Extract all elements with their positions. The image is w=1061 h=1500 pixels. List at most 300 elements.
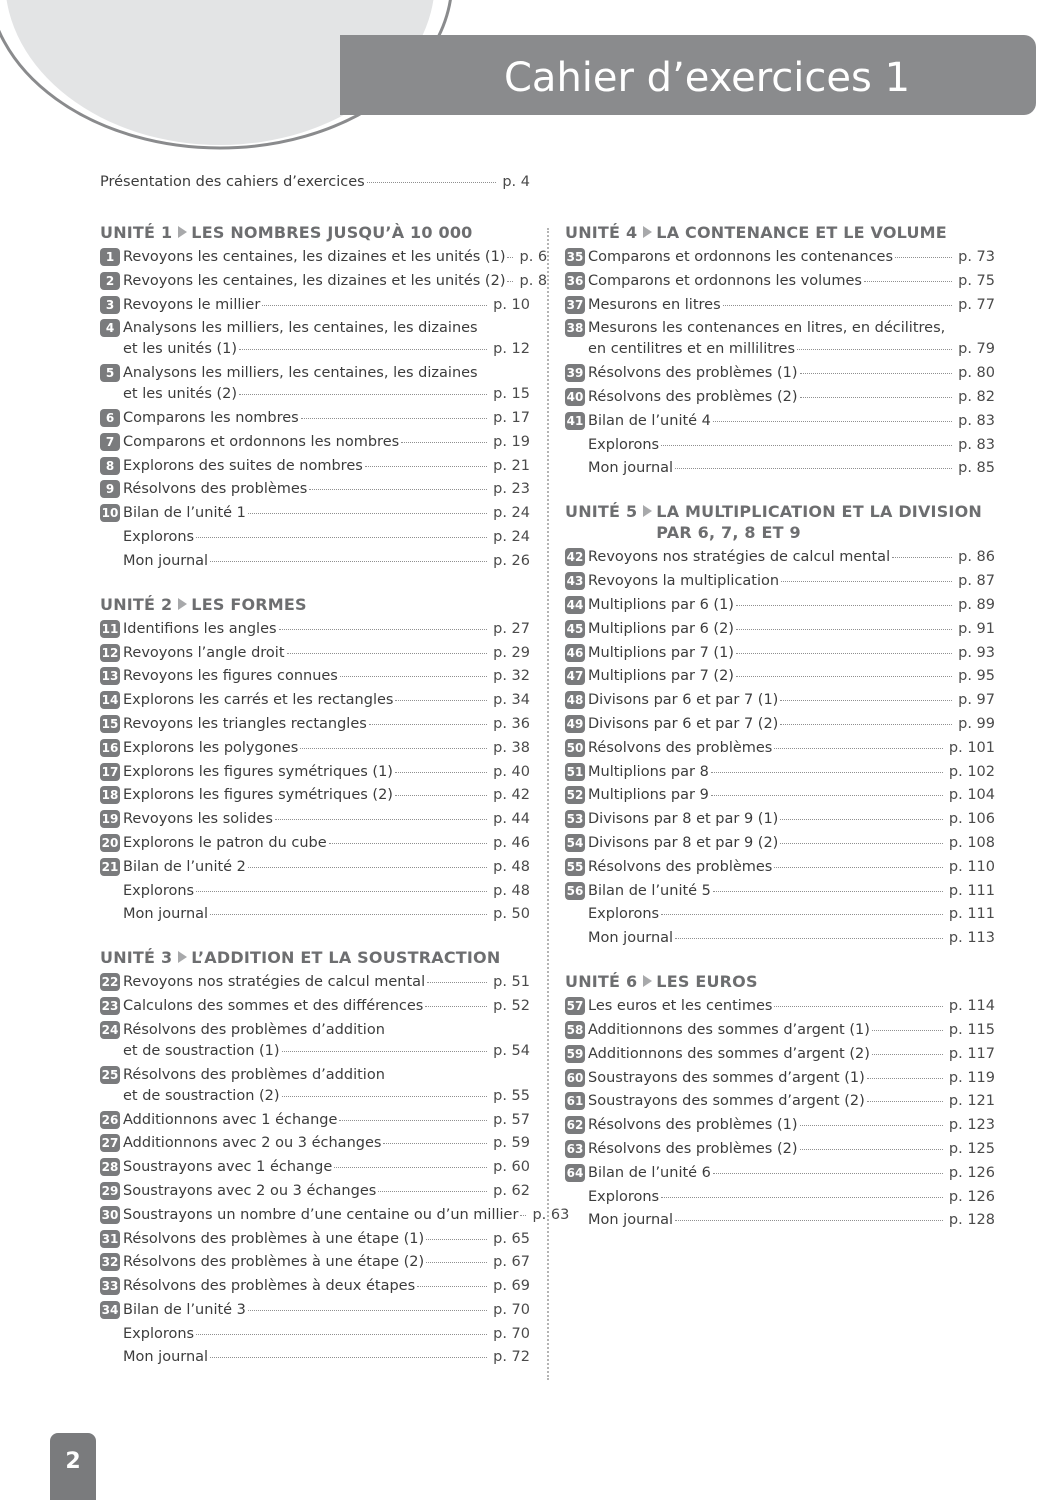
toc-entry[interactable]: [100, 432, 530, 453]
entry-line: [588, 387, 995, 408]
entry-title: Revoyons les centaines, les dizaines et les unités (1): [123, 249, 506, 265]
toc-entry[interactable]: [565, 857, 995, 878]
leader-dots: [736, 652, 952, 654]
lesson-number-badge: 30: [101, 1207, 119, 1222]
page-reference: p. 111: [948, 906, 995, 923]
page-reference: p. 60: [493, 1159, 530, 1176]
page-reference: p. 69: [493, 1278, 530, 1295]
lesson-number-badge: 48: [566, 693, 584, 708]
lesson-number-badge: 3: [100, 296, 120, 314]
toc-entry[interactable]: [100, 1110, 530, 1131]
entry-title: Mesurons en litres: [588, 296, 721, 313]
toc-entry[interactable]: [565, 295, 995, 316]
page-reference: p. 121: [948, 1093, 995, 1110]
triangle-arrow-icon: [178, 598, 187, 610]
leader-dots: [895, 256, 952, 258]
entry-title: Multiplions par 9: [588, 787, 709, 804]
leader-dots: [425, 1005, 487, 1007]
triangle-arrow-icon: [178, 226, 187, 238]
page-reference: p. 10: [493, 296, 530, 313]
toc-entry[interactable]: [565, 271, 995, 292]
lesson-number-badge: 15: [101, 716, 119, 731]
entry-line: [123, 690, 530, 711]
lesson-number-badge: 49: [566, 716, 584, 731]
entry-line: [123, 339, 530, 360]
page-reference: p. 95: [958, 668, 995, 685]
toc-entry[interactable]: [100, 527, 530, 548]
lesson-number-badge: 33: [101, 1279, 119, 1294]
leader-dots: [395, 771, 487, 773]
toc-entry[interactable]: [565, 595, 995, 616]
page-reference: p. 91: [958, 620, 995, 637]
entry-line: [123, 881, 530, 902]
page-reference: p. 36: [493, 715, 530, 732]
leader-dots: [210, 560, 487, 562]
toc-entry[interactable]: [565, 458, 995, 479]
triangle-arrow-icon: [643, 226, 652, 238]
page-reference: p. 38: [493, 739, 530, 756]
entry-line: [588, 547, 995, 568]
lesson-number-badge: 32: [101, 1255, 119, 1270]
entry-title: Additionnons avec 2 ou 3 échanges: [123, 1135, 382, 1152]
leader-dots: [383, 1142, 487, 1144]
toc-entry[interactable]: [100, 551, 530, 572]
entry-line: [588, 714, 995, 735]
lesson-number-badge: 8: [100, 457, 120, 475]
leader-dots: [248, 512, 487, 514]
toc-entry[interactable]: [100, 857, 530, 878]
leader-dots: [329, 842, 487, 844]
page-reference: p. 65: [493, 1230, 530, 1247]
lesson-number-badge: 56: [566, 883, 584, 898]
entry-line: [588, 1163, 995, 1184]
lesson-number-badge: 19: [101, 812, 119, 827]
toc-entry[interactable]: [100, 762, 530, 783]
toc-entry[interactable]: [565, 435, 995, 456]
entry-line: [123, 1157, 530, 1178]
toc-entry[interactable]: [100, 690, 530, 711]
entry-title: Soustrayons un nombre d’une centaine ou d’un millier: [123, 1206, 519, 1223]
entry-title: Comparons et ordonnons les volumes: [588, 272, 862, 289]
page-reference: p. 15: [493, 386, 530, 403]
toc-entry[interactable]: [565, 833, 995, 854]
page-reference: p. 106: [948, 811, 995, 828]
page-reference: p. 21: [493, 457, 530, 474]
lesson-number-badge: 31: [101, 1231, 119, 1246]
leader-dots: [395, 699, 487, 701]
leader-dots: [507, 280, 513, 282]
toc-entry[interactable]: [565, 247, 995, 268]
entry-title: Revoyons nos stratégies de calcul mental: [123, 974, 426, 991]
entry-title: Soustrayons avec 1 échange: [123, 1159, 333, 1176]
leader-dots: [282, 1095, 488, 1097]
toc-entry[interactable]: [565, 809, 995, 830]
leader-dots: [864, 280, 952, 282]
leader-dots: [780, 699, 952, 701]
leader-dots: [675, 467, 952, 469]
toc-entry[interactable]: [100, 1205, 570, 1226]
triangle-arrow-icon: [178, 951, 187, 963]
leader-dots: [248, 866, 487, 868]
toc-entry[interactable]: [565, 762, 995, 783]
entry-title: et de soustraction (1): [123, 1042, 280, 1059]
entry-title: Résolvons des problèmes: [588, 739, 773, 756]
page-reference: p. 104: [948, 787, 995, 804]
toc-entry[interactable]: [100, 1133, 530, 1154]
page-reference: p. 73: [958, 249, 995, 265]
toc-entry[interactable]: [100, 1252, 530, 1273]
entry-title: Résolvons des problèmes à une étape (1): [123, 1230, 425, 1247]
lesson-number-badge: 60: [566, 1070, 584, 1085]
entry-title: Analysons les milliers, les centaines, les dizaines: [123, 365, 478, 382]
entry-line: [123, 1300, 530, 1321]
toc-entry[interactable]: [565, 1163, 995, 1184]
entry-line: [123, 785, 530, 806]
toc-entry[interactable]: [565, 619, 995, 640]
entry-title: Divisons par 6 et par 7 (2): [588, 715, 779, 732]
entry-title: Mon journal: [123, 1349, 209, 1366]
unit-section: [565, 222, 995, 479]
lesson-number-badge: 18: [101, 788, 119, 803]
entry-line: [588, 1139, 995, 1160]
entry-line: [588, 809, 995, 830]
lesson-number-badge: 59: [566, 1046, 584, 1061]
entry-title: Revoyons les solides: [123, 811, 273, 828]
toc-entry[interactable]: [565, 1139, 995, 1160]
toc-entry[interactable]: [565, 411, 995, 432]
toc-entry[interactable]: [100, 809, 530, 830]
toc-entry[interactable]: [565, 666, 995, 687]
lesson-number-badge: 7: [100, 433, 120, 451]
intro-label: Présentation des cahiers d’exercices: [100, 174, 365, 190]
entry-line: [123, 456, 530, 477]
toc-entry[interactable]: [565, 318, 995, 360]
lesson-number-badge: 6: [100, 409, 120, 427]
lesson-number-badge: 12: [101, 645, 119, 660]
unit-section: [100, 594, 530, 926]
lesson-number-badge: 46: [566, 645, 584, 660]
toc-entry[interactable]: [100, 904, 530, 925]
page-reference: p. 77: [958, 296, 995, 313]
entry-line: [123, 972, 530, 993]
page-reference: p. 23: [493, 481, 530, 498]
toc-entry[interactable]: [100, 247, 548, 268]
entry-title: Explorons le patron du cube: [123, 834, 327, 851]
entry-line: [123, 1347, 530, 1368]
toc-entry[interactable]: [565, 643, 995, 664]
page-reference: p. 48: [493, 858, 530, 875]
toc-entry[interactable]: [565, 363, 995, 384]
unit-title: LA MULTIPLICATION ET LA DIVISION PAR 6, 7, 8 ET 9: [656, 502, 982, 543]
toc-entry[interactable]: [565, 547, 995, 568]
page-reference: p. 17: [493, 409, 530, 426]
page-reference: p. 123: [948, 1117, 995, 1134]
leader-dots: [287, 652, 488, 654]
leader-dots: [774, 1005, 942, 1007]
leader-dots: [711, 771, 943, 773]
entry-line: [588, 643, 995, 664]
entry-line: [123, 996, 530, 1017]
lesson-number-badge: 43: [566, 574, 584, 589]
leader-dots: [239, 393, 487, 395]
lesson-number-badge: 50: [566, 740, 584, 755]
entry-title: Revoyons les centaines, les dizaines et les unités (2): [123, 272, 506, 289]
entry-line: [123, 1086, 530, 1107]
toc-entry[interactable]: [565, 996, 995, 1017]
lesson-number-badge: 51: [566, 764, 584, 779]
toc-entry[interactable]: [100, 1324, 530, 1345]
toc-entry[interactable]: [100, 666, 530, 687]
page-reference: p. 108: [948, 834, 995, 851]
lesson-number-badge: 64: [566, 1165, 584, 1180]
entry-line: [588, 411, 995, 432]
unit-section: [565, 971, 995, 1231]
toc-entry[interactable]: [100, 363, 530, 405]
entry-line: [123, 503, 530, 524]
toc-entry[interactable]: [565, 738, 995, 759]
entry-line: [588, 762, 995, 783]
leader-dots: [248, 1309, 487, 1311]
toc-entry[interactable]: [100, 271, 548, 292]
page-reference: p. 55: [493, 1087, 530, 1104]
toc-entry[interactable]: [100, 643, 530, 664]
leader-dots: [736, 604, 952, 606]
entry-title: Bilan de l’unité 5: [588, 882, 711, 899]
page-reference: p. 6: [519, 249, 548, 265]
toc-entry[interactable]: [565, 1044, 995, 1065]
entry-title: Résolvons des problèmes (2): [588, 1140, 798, 1157]
entry-title: Les euros et les centimes: [588, 998, 773, 1015]
page-reference: p. 114: [948, 998, 995, 1015]
unit-name: UNITÉ 1: [100, 223, 173, 242]
entry-title: Revoyons le millier: [123, 296, 261, 313]
page-reference: p. 51: [493, 974, 530, 991]
toc-entry[interactable]: [100, 456, 530, 477]
lesson-number-badge: 28: [101, 1160, 119, 1175]
toc-entry[interactable]: [565, 1091, 995, 1112]
entry-title: Résolvons des problèmes à deux étapes: [123, 1278, 416, 1295]
lesson-number-badge: 53: [566, 812, 584, 827]
toc-entry[interactable]: [565, 1020, 995, 1041]
page-reference: p. 27: [493, 620, 530, 637]
lesson-number-badge: 5: [100, 364, 120, 382]
leader-dots: [723, 304, 953, 306]
lesson-number-badge: 13: [101, 669, 119, 684]
lesson-number-badge: 27: [101, 1136, 119, 1151]
unit-name: UNITÉ 5: [565, 502, 638, 522]
page-reference: p. 57: [493, 1111, 530, 1128]
entry-line: [588, 996, 995, 1017]
entry-title: Comparons et ordonnons les contenances: [588, 249, 894, 265]
page-reference: p. 19: [493, 433, 530, 450]
entry-line: [123, 271, 548, 292]
entry-title: Bilan de l’unité 2: [123, 858, 246, 875]
lesson-number-badge: 36: [566, 273, 584, 288]
toc-entry[interactable]: [100, 1347, 530, 1368]
leader-dots: [196, 890, 487, 892]
toc-entry[interactable]: [100, 503, 530, 524]
entry-title: Revoyons l’angle droit: [123, 644, 285, 661]
toc-entry[interactable]: [565, 928, 995, 949]
lesson-number-badge: 20: [101, 835, 119, 850]
intro-entry[interactable]: [100, 172, 530, 193]
toc-entry[interactable]: [565, 387, 995, 408]
toc-entry[interactable]: [565, 1115, 995, 1136]
entry-title: Bilan de l’unité 3: [123, 1301, 246, 1318]
lesson-number-badge: 44: [566, 597, 584, 612]
entry-title: Comparons les nombres: [123, 409, 299, 426]
entry-line: [123, 619, 530, 640]
entry-line: [123, 318, 530, 339]
entry-line: [588, 339, 995, 360]
toc-entry[interactable]: [565, 785, 995, 806]
unit-section: [565, 501, 995, 949]
toc-entry[interactable]: [100, 972, 530, 993]
unit-heading: [565, 222, 995, 243]
entry-line: [588, 881, 995, 902]
leader-dots: [661, 1196, 943, 1198]
leader-dots: [780, 818, 943, 820]
leader-dots: [301, 417, 487, 419]
toc-left-column: [100, 222, 570, 1390]
toc-entry[interactable]: [565, 904, 995, 925]
lesson-number-badge: 21: [101, 859, 119, 874]
entry-line: [123, 809, 530, 830]
leader-dots: [427, 981, 487, 983]
leader-dots: [867, 1077, 943, 1079]
entry-title: Mon journal: [588, 1212, 674, 1229]
entry-title: Additionnons des sommes d’argent (2): [588, 1045, 870, 1062]
toc-entry[interactable]: [565, 714, 995, 735]
toc-entry[interactable]: [565, 1187, 995, 1208]
leader-dots: [279, 628, 488, 630]
entry-title: Multiplions par 7 (2): [588, 668, 734, 685]
unit-name: UNITÉ 2: [100, 594, 173, 614]
lesson-number-badge: 45: [566, 621, 584, 636]
toc-entry[interactable]: [100, 714, 530, 735]
leader-dots: [892, 556, 952, 558]
toc-entry[interactable]: [565, 881, 995, 902]
entry-line: [588, 785, 995, 806]
leader-dots: [713, 1172, 943, 1174]
entry-title: Divisons par 8 et par 9 (1): [588, 811, 779, 828]
lesson-number-badge: 54: [566, 835, 584, 850]
entry-title: Revoyons les triangles rectangles: [123, 715, 367, 732]
lesson-number-badge: 63: [566, 1141, 584, 1156]
leader-dots: [736, 675, 952, 677]
toc-entry[interactable]: [565, 1068, 995, 1089]
page-reference: p. 86: [958, 549, 995, 566]
page-number: 2: [50, 1433, 96, 1500]
leader-dots: [800, 372, 953, 374]
entry-line: [588, 595, 995, 616]
toc-entry[interactable]: [100, 295, 530, 316]
entry-title: Analysons les milliers, les centaines, les dizaines: [123, 320, 478, 337]
entry-line: [123, 1252, 530, 1273]
toc-entry[interactable]: [100, 785, 530, 806]
leader-dots: [309, 488, 487, 490]
entry-line: [588, 1068, 995, 1089]
entry-title: Explorons des suites de nombres: [123, 457, 363, 474]
entry-line: [123, 479, 530, 500]
leader-dots: [282, 1050, 488, 1052]
entry-line: [123, 1065, 530, 1086]
page-reference: p. 117: [948, 1045, 995, 1062]
unit-title: LES NOMBRES JUSQU’À 10 000: [191, 223, 473, 242]
entry-line: [123, 384, 530, 405]
toc-entry[interactable]: [100, 1065, 530, 1107]
leader-dots: [401, 441, 487, 443]
toc-entry[interactable]: [100, 1020, 530, 1062]
lesson-number-badge: 1: [100, 248, 120, 266]
entry-title: Mon journal: [588, 460, 674, 477]
toc-entry[interactable]: [100, 1276, 530, 1297]
toc-entry[interactable]: [100, 318, 530, 360]
entry-title: Résolvons des problèmes: [588, 858, 773, 875]
entry-line: [123, 1020, 530, 1041]
leader-dots: [800, 1148, 943, 1150]
toc-entry[interactable]: [100, 996, 530, 1017]
toc-entry[interactable]: [100, 1157, 530, 1178]
entry-title: Bilan de l’unité 1: [123, 505, 246, 522]
leader-dots: [426, 1261, 487, 1263]
toc-entry[interactable]: [100, 1181, 530, 1202]
entry-title: Soustrayons des sommes d’argent (2): [588, 1093, 865, 1110]
lesson-number-badge: 4: [100, 319, 120, 337]
entry-line: [123, 738, 530, 759]
page-reference: p. 24: [493, 505, 530, 522]
leader-dots: [661, 444, 952, 446]
toc-entry[interactable]: [100, 1300, 530, 1321]
entry-line: [588, 619, 995, 640]
toc-entry[interactable]: [565, 1210, 995, 1231]
lesson-number-badge: 41: [566, 413, 584, 428]
leader-dots: [395, 794, 487, 796]
toc-entry[interactable]: [100, 1229, 530, 1250]
entry-line: [588, 295, 995, 316]
page-reference: p. 72: [493, 1349, 530, 1366]
toc-entry[interactable]: [100, 408, 530, 429]
entry-title: Explorons les polygones: [123, 739, 299, 756]
entry-title: Explorons les carrés et les rectangles: [123, 692, 394, 709]
toc-entry[interactable]: [565, 571, 995, 592]
lesson-number-badge: 61: [566, 1094, 584, 1109]
page-reference: p. 80: [958, 365, 995, 382]
toc-entry[interactable]: [100, 738, 530, 759]
entry-title: Multiplions par 7 (1): [588, 644, 734, 661]
page-reference: p. 83: [958, 436, 995, 453]
toc-entry[interactable]: [100, 479, 530, 500]
entry-line: [588, 833, 995, 854]
leader-dots: [713, 420, 952, 422]
toc-entry[interactable]: [100, 881, 530, 902]
leader-dots: [507, 256, 513, 258]
entry-line: [588, 1091, 995, 1112]
page-reference: p. 111: [948, 882, 995, 899]
toc-entry[interactable]: [100, 619, 530, 640]
lesson-number-badge: 17: [101, 764, 119, 779]
leader-dots: [367, 181, 497, 183]
entry-title: Multiplions par 8: [588, 763, 709, 780]
toc-entry[interactable]: [100, 833, 530, 854]
leader-dots: [210, 1356, 487, 1358]
leader-dots: [520, 1214, 526, 1216]
lesson-number-badge: 34: [101, 1302, 119, 1317]
toc-entry[interactable]: [565, 690, 995, 711]
intro-page: p. 4: [502, 174, 530, 190]
entry-title: Mesurons les contenances en litres, en décilitres,: [588, 320, 946, 337]
page-reference: p. 115: [948, 1021, 995, 1038]
